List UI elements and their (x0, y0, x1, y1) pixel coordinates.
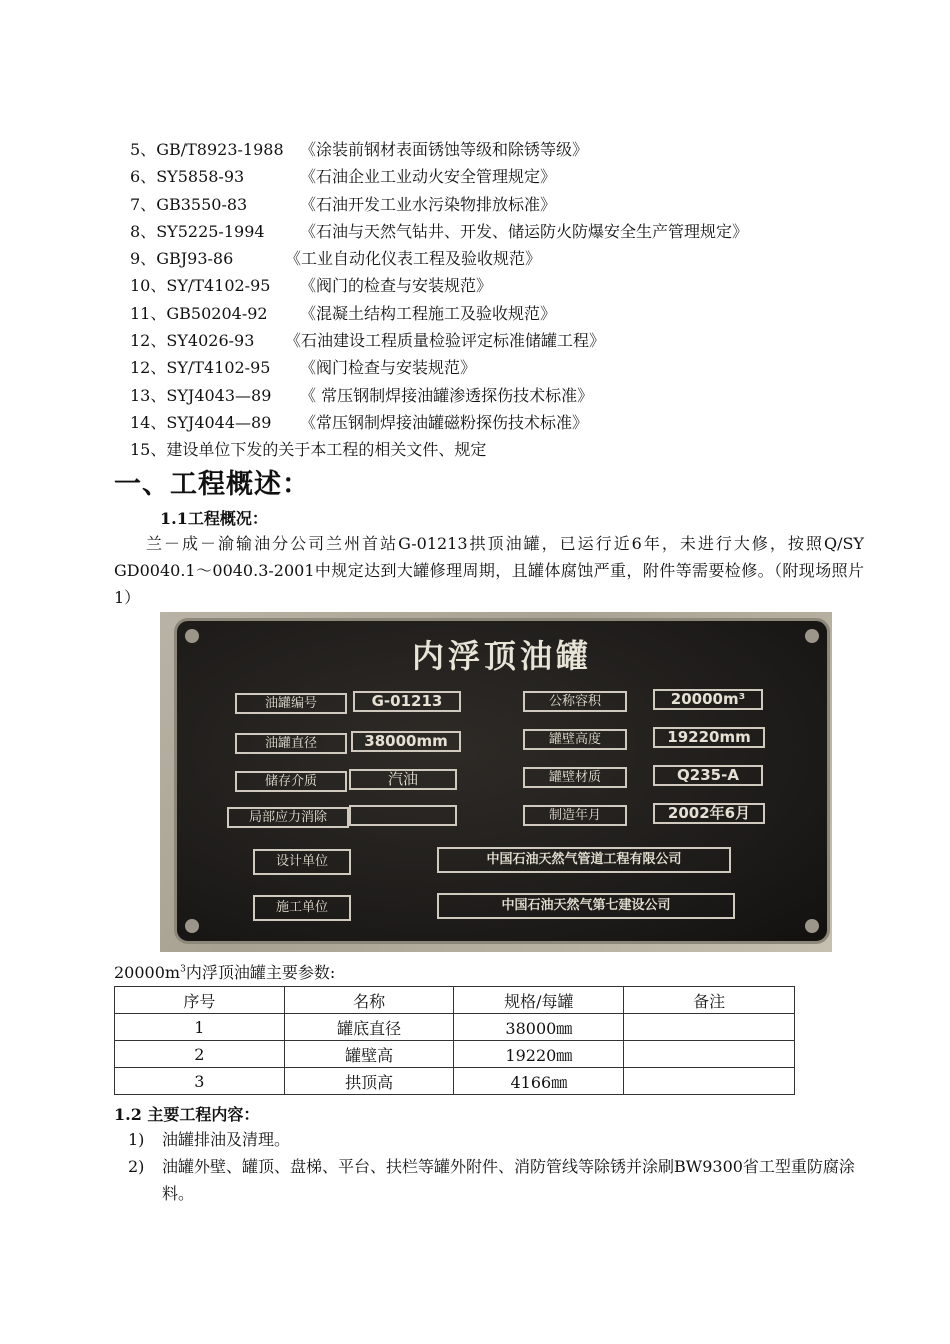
plate-value: 2002年6月 (653, 803, 765, 824)
table-cell: 罐壁高 (284, 1041, 454, 1068)
plate-label: 制造年月 (523, 805, 627, 826)
standard-number: 5、 (130, 140, 157, 159)
standard-number: 13、 (130, 385, 167, 405)
standard-item (130, 382, 594, 409)
table-header: 名称 (284, 987, 454, 1014)
list-item-number: 2) (128, 1157, 145, 1176)
plate-value: 汽油 (349, 769, 457, 790)
plate-label: 罐壁材质 (523, 767, 627, 788)
list-item (128, 1126, 868, 1153)
standard-title: 《阀门的检查与安装规范》 (300, 276, 493, 296)
standard-number: 12、 (130, 358, 167, 378)
list-item-text: 油罐排油及清理。 (162, 1130, 291, 1149)
table-row (115, 1068, 795, 1095)
standard-code: GB/T8923-1988 (156, 140, 284, 159)
standard-item (130, 327, 606, 354)
standard-number: 8、 (130, 221, 157, 241)
nameplate (174, 618, 830, 944)
table-cell: 38000㎜ (454, 1014, 624, 1041)
work-items-list (128, 1126, 868, 1207)
nameplate-title: 内浮顶油罐 (411, 637, 592, 675)
standard-code: GB50204-92 (166, 303, 268, 323)
standard-code: SYJ4043—89 (166, 385, 272, 405)
plate-value: 中国石油天然气第七建设公司 (437, 893, 735, 919)
list-item-text: 油罐外壁、罐顶、盘梯、平台、扶栏等罐外附件、消防管线等除锈并涂刷BW9300省工型重防腐涂料。 (162, 1157, 855, 1203)
parameters-table (114, 986, 795, 1095)
standard-code: SY5858-93 (156, 167, 245, 187)
table-row (115, 1041, 795, 1068)
table-cell: 拱顶高 (284, 1068, 454, 1095)
standard-number: 12、 (130, 331, 167, 351)
plate-value: 38000mm (351, 731, 461, 752)
plate-label: 局部应力消除 (227, 807, 349, 828)
table-cell: 19220㎜ (454, 1041, 624, 1068)
overview-paragraph: 兰－成－渝输油分公司兰州首站G-01213拱顶油罐，已运行近6年，未进行大修，按照Q/SY GD0040.1～0040.3-2001中规定达到大罐修理周期，且罐体腐蚀严重，附件等需要检修。（附现场照片1） (114, 534, 864, 607)
rivet-icon (805, 919, 819, 933)
plate-value: 20000m³ (653, 689, 763, 710)
subsection-heading-1-2: 1.2 主要工程内容： (114, 1105, 260, 1124)
standard-title: 《石油开发工业水污染物排放标准》 (300, 194, 557, 214)
standard-item (130, 163, 557, 190)
standard-title: 《常压钢制焊接油罐磁粉探伤技术标准》 (300, 412, 589, 432)
table-caption: $20000m^3$内浮顶油罐主要参数: (114, 963, 336, 982)
table-row (115, 1014, 795, 1041)
standard-title: 《混凝土结构工程施工及验收规范》 (300, 303, 557, 323)
subsection-heading-1-1: 1.1工程概况： (160, 509, 268, 528)
table-cell (624, 1041, 795, 1068)
standard-code: GBJ93-86 (156, 249, 234, 269)
standard-number: 9、 (130, 249, 157, 269)
standard-item (130, 436, 486, 463)
table-cell: 1 (115, 1014, 285, 1041)
standard-title: 《阀门检查与安装规范》 (300, 358, 477, 378)
standard-title: 《石油企业工业动火安全管理规定》 (300, 167, 557, 187)
table-cell: 罐底直径 (284, 1014, 454, 1041)
standard-item (130, 191, 557, 218)
plate-label: 油罐编号 (235, 693, 347, 714)
plate-value: 19220mm (653, 727, 765, 748)
standard-item (130, 272, 493, 299)
plate-value: Q235-A (653, 765, 763, 786)
standard-title: 《石油与天然气钻井、开发、储运防火防爆安全生产管理规定》 (300, 221, 749, 241)
plate-value (349, 805, 457, 826)
standard-number: 10、 (130, 276, 167, 296)
table-header: 序号 (115, 987, 285, 1014)
standard-number: 15、 (130, 440, 167, 460)
standard-number: 6、 (130, 167, 157, 187)
standard-code: SY4026-93 (166, 331, 255, 351)
standard-item (130, 136, 589, 163)
standard-title: 《工业自动化仪表工程及验收规范》 (285, 249, 542, 269)
plate-label: 设计单位 (253, 849, 351, 875)
standard-code: SY/T4102-95 (166, 276, 271, 296)
standards-list (130, 136, 749, 464)
standard-item (130, 354, 486, 381)
standard-number: 11、 (130, 303, 167, 323)
table-header: 规格/每罐 (454, 987, 624, 1014)
list-item (128, 1153, 868, 1207)
standard-code: 建设单位下发的关于本工程的相关文件、规定 (166, 440, 487, 460)
section-heading: 一、工程概述： (114, 469, 310, 500)
standard-item (130, 409, 589, 436)
table-cell: 3 (115, 1068, 285, 1095)
table-cell: 2 (115, 1041, 285, 1068)
table-header: 备注 (624, 987, 795, 1014)
plate-label: 储存介质 (235, 771, 347, 792)
standard-code: GB3550-83 (156, 194, 248, 214)
standard-item (130, 218, 749, 245)
plate-label: 罐壁高度 (523, 729, 627, 750)
standard-code: SY/T4102-95 (166, 358, 271, 378)
plate-label: 油罐直径 (235, 733, 347, 754)
nameplate-photo (160, 612, 832, 952)
rivet-icon (185, 919, 199, 933)
standard-number: 7、 (130, 194, 157, 214)
standard-item (130, 300, 557, 327)
standard-item (130, 245, 542, 272)
plate-value: 中国石油天然气管道工程有限公司 (437, 847, 731, 873)
standard-title: 《石油建设工程质量检验评定标准储罐工程》 (285, 331, 606, 351)
standard-title: 《涂装前钢材表面锈蚀等级和除锈等级》 (300, 140, 589, 159)
standard-number: 14、 (130, 412, 167, 432)
table-header-row (115, 987, 795, 1014)
plate-value: G-01213 (353, 691, 461, 712)
plate-label: 公称容积 (523, 691, 627, 712)
standard-title: 《 常压钢制焊接油罐渗透探伤技术标准》 (300, 385, 594, 405)
table-cell (624, 1014, 795, 1041)
standard-code: SYJ4044—89 (166, 412, 272, 432)
table-cell (624, 1068, 795, 1095)
list-item-number: 1) (128, 1130, 145, 1149)
plate-label: 施工单位 (253, 895, 351, 921)
standard-code: SY5225-1994 (156, 221, 265, 241)
table-cell: 4166㎜ (454, 1068, 624, 1095)
